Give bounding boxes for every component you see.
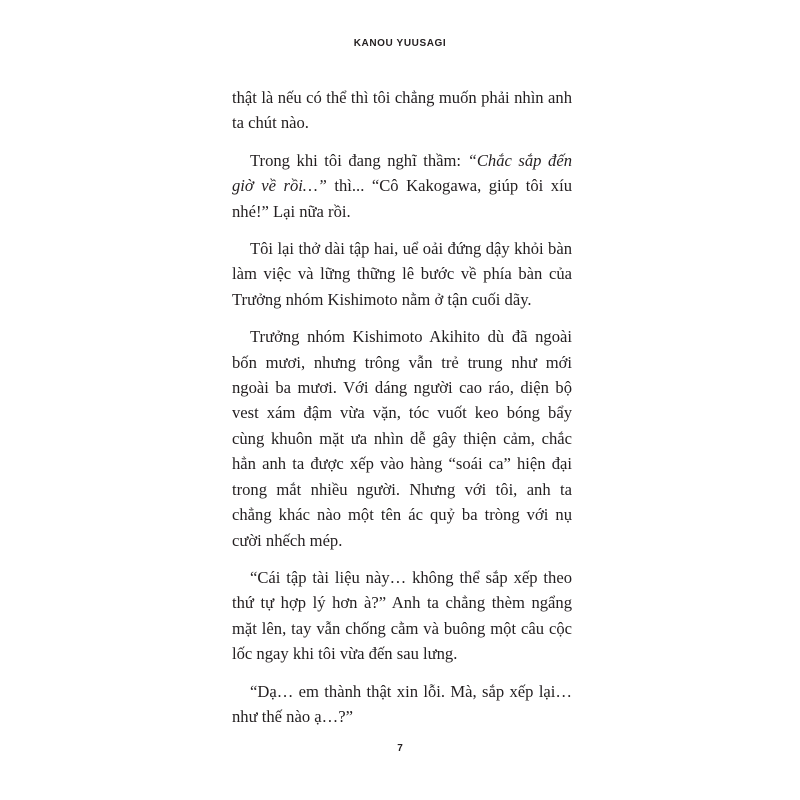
paragraph-6-text: “Dạ… em thành thật xin lỗi. Mà, sắp xếp lại… như thế nào ạ…?” bbox=[232, 681, 572, 726]
paragraph-3-text: Tôi lại thở dài tập hai, uể oải đứng dậy khỏi bàn làm việc và lững thững lê bước về phía bàn của Trưởng nhóm Kishimoto nằm ở tận cuối dãy. bbox=[232, 239, 572, 309]
paragraph-4 bbox=[232, 324, 572, 553]
paragraph-1-text: thật là nếu có thể thì tôi chẳng muốn phải nhìn anh ta chút nào. bbox=[232, 88, 572, 133]
paragraph-1 bbox=[232, 85, 572, 136]
running-header-author: KANOU YUUSAGI bbox=[353, 38, 447, 49]
paragraph-2 bbox=[232, 148, 572, 224]
paragraph-3 bbox=[232, 236, 572, 312]
body-text bbox=[232, 85, 572, 741]
paragraph-5 bbox=[232, 565, 572, 667]
paragraph-2-italic-thought: “Chắc sắp đến giờ về rồi…” bbox=[232, 150, 572, 196]
paragraph-5-text: “Cái tập tài liệu này… không thể sắp xếp theo thứ tự hợp lý hơn à?” Anh ta chẳng thèm ngẩng mặt lên, tay vẫn chống cằm và buông một câu cộc lốc ngay khi tôi vừa đến sau lưng. bbox=[232, 567, 572, 664]
paragraph-4-text: Trưởng nhóm Kishimoto Akihito dù đã ngoài bốn mươi, nhưng trông vẫn trẻ trung như mới ngoài ba mươi. Với dáng người cao ráo, diện bộ vest xám đậm vừa vặn, tóc vuốt keo bóng bẩy cùng khuôn mặt ưa nhìn dễ gây thiện cảm, chắc hẳn anh ta được xếp vào hàng “soái ca” hiện đại trong mắt nhiều người. Nhưng với tôi, anh ta chẳng khác nào một tên ác quỷ ba tròng với nụ cười nhếch mép. bbox=[232, 327, 572, 550]
paragraph-2-text-a: Trong khi tôi đang nghĩ thầm: bbox=[250, 150, 468, 170]
paragraph-2-text-b: thì... “Cô Kakogawa, giúp tôi xíu nhé!” Lại nữa rồi. bbox=[232, 176, 572, 221]
page-number: 7 bbox=[397, 743, 403, 754]
paragraph-6 bbox=[232, 679, 572, 730]
